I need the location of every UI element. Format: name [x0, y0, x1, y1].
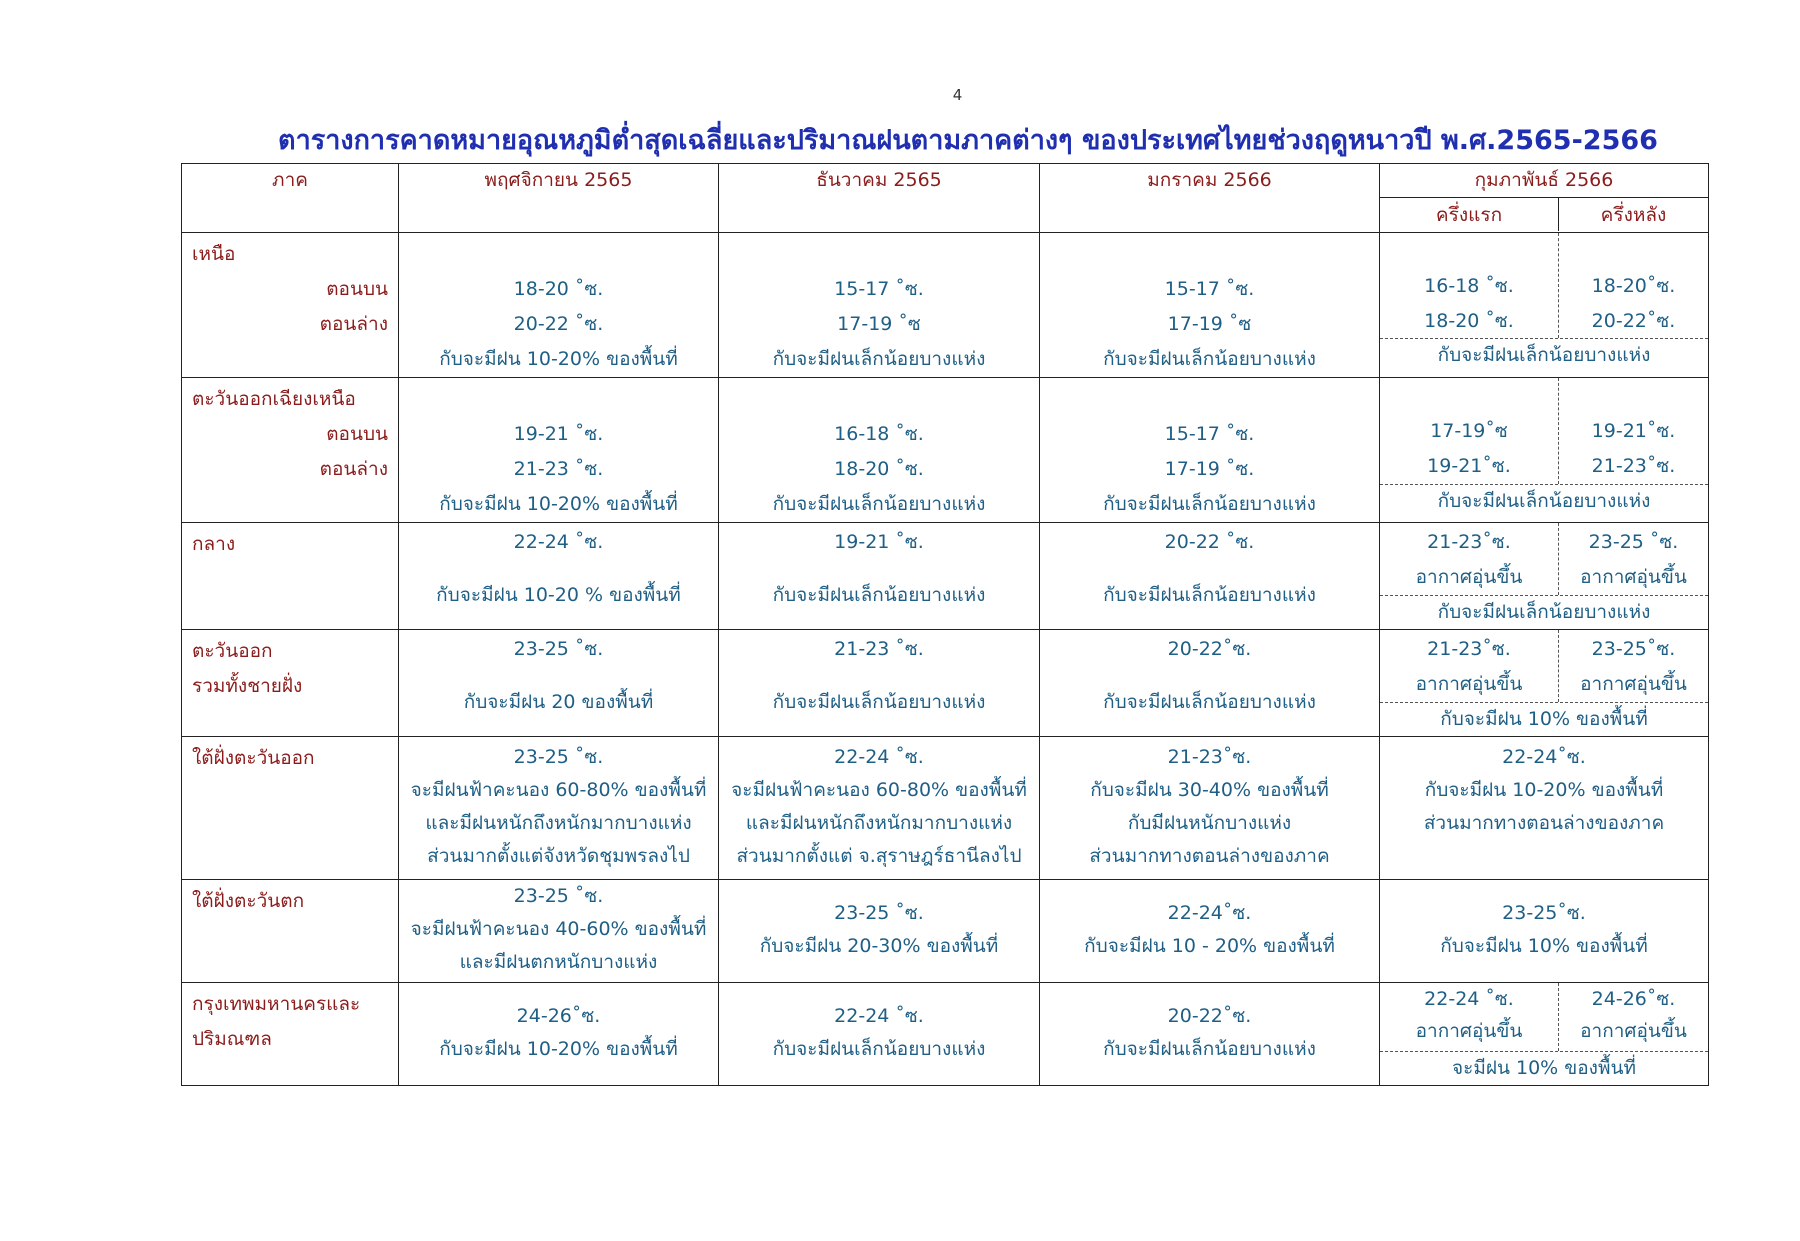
rain-text: กับจะมีฝน 10% ของพื้นที่: [1380, 702, 1708, 736]
temp-text: 23-25 ˚ซ.: [513, 746, 604, 768]
rain-text: ส่วนมากทางตอนล่างของภาค: [1423, 812, 1665, 834]
temp-upper: 15-17 ˚ซ.: [1164, 278, 1255, 300]
cell-jan: [1040, 737, 1380, 880]
temp-text: 22-24 ˚ซ.: [1424, 988, 1514, 1010]
region-sub-upper: ตอนบน: [326, 278, 388, 300]
cell-jan: [1040, 983, 1380, 1086]
cell-dec: [719, 378, 1040, 523]
page-title: ตารางการคาดหมายอุณหภูมิต่ำสุดเฉลี่ยและปริมาณฝนตามภาคต่างๆ ของประเทศไทยช่วงฤดูหนาวปี พ.ศ.2565-2566: [278, 125, 1658, 156]
rain-text: กับจะมีฝนเล็กน้อยบางแห่ง: [772, 493, 986, 515]
region-sub-lower: ตอนล่าง: [319, 458, 388, 480]
temp-text: 22-24 ˚ซ.: [513, 531, 604, 553]
temp-text: 19-21 ˚ซ.: [834, 531, 924, 553]
rain-text: กับจะมีฝน 10% ของพื้นที่: [1440, 935, 1648, 957]
temp-lower: 20-22˚ซ.: [1591, 310, 1676, 332]
rain-text: กับจะมีฝน 10-20% ของพื้นที่: [439, 1038, 678, 1060]
rain-text: และมีฝนหนักถึงหนักมากบางแห่ง: [745, 812, 1013, 834]
header-dec: [719, 164, 1040, 233]
header-feb-label: กุมภาพันธ์ 2566: [1380, 164, 1708, 198]
note-text: อากาศอุ่นขึ้น: [1580, 1020, 1687, 1042]
rain-text: กับจะมีฝน 30-40% ของพื้นที่: [1090, 779, 1329, 801]
table-header-row: [182, 164, 1709, 233]
cell-dec: [719, 880, 1040, 983]
table-row-south-east: [182, 737, 1709, 880]
region-name: ใต้ฝั่งตะวันตก: [192, 890, 305, 912]
region-name: ตะวันออกเฉียงเหนือ: [192, 388, 356, 410]
rain-text: และมีฝนหนักถึงหนักมากบางแห่ง: [425, 812, 692, 834]
region-name: ใต้ฝั่งตะวันออก: [192, 747, 315, 769]
region-sub-upper: ตอนบน: [326, 423, 388, 445]
cell-feb: [1380, 737, 1709, 880]
temp-lower: 21-23 ˚ซ.: [513, 458, 604, 480]
note-text: อากาศอุ่นขึ้น: [1415, 673, 1523, 695]
rain-text: กับจะมีฝนเล็กน้อยบางแห่ง: [1380, 595, 1708, 629]
temp-lower: 18-20 ˚ซ.: [834, 458, 924, 480]
temp-upper: 18-20˚ซ.: [1591, 275, 1676, 297]
temp-text: 22-24˚ซ.: [1502, 746, 1586, 768]
table-row-central: [182, 523, 1709, 630]
rain-text: กับจะมีฝน 10-20% ของพื้นที่: [439, 348, 678, 370]
page-number: 4: [952, 86, 963, 104]
header-feb-second: ครึ่งหลัง: [1600, 204, 1667, 226]
rain-text: กับจะมีฝน 10-20 % ของพื้นที่: [436, 584, 681, 606]
temp-text: 22-24˚ซ.: [1167, 902, 1252, 924]
cell-nov: [399, 523, 719, 630]
region-cell: [182, 233, 399, 378]
table-row-northeast: [182, 378, 1709, 523]
rain-text: และมีฝนตกหนักบางแห่ง: [459, 951, 658, 973]
cell-feb: [1380, 523, 1709, 630]
temp-text: 23-25 ˚ซ.: [513, 885, 604, 907]
temp-lower: 20-22 ˚ซ.: [513, 313, 604, 335]
rain-text: กับจะมีฝนเล็กน้อยบางแห่ง: [1103, 691, 1316, 713]
temp-upper: 16-18 ˚ซ.: [1424, 275, 1514, 297]
region-name: เหนือ: [192, 243, 236, 265]
cell-nov: [399, 737, 719, 880]
temp-text: 23-25 ˚ซ.: [834, 902, 924, 924]
header-nov-label: พฤศจิกายน 2565: [484, 169, 633, 191]
cell-dec: [719, 523, 1040, 630]
rain-text: กับจะมีฝน 10 - 20% ของพื้นที่: [1084, 935, 1335, 957]
temp-text: 21-23 ˚ซ.: [834, 638, 924, 660]
rain-text: กับจะมีฝนเล็กน้อยบางแห่ง: [1103, 493, 1316, 515]
temp-upper: 16-18 ˚ซ.: [834, 423, 924, 445]
cell-nov: [399, 630, 719, 737]
rain-text: กับจะมีฝนเล็กน้อยบางแห่ง: [1380, 338, 1708, 372]
rain-text: กับจะมีฝน 20 ของพื้นที่: [463, 691, 654, 713]
region-name: กรุงเทพมหานครและ: [192, 993, 361, 1015]
temp-text: 20-22 ˚ซ.: [1164, 531, 1255, 553]
rain-text: กับจะมีฝนเล็กน้อยบางแห่ง: [772, 691, 986, 713]
table-row-east: [182, 630, 1709, 737]
region-cell: [182, 378, 399, 523]
rain-text: กับจะมีฝนเล็กน้อยบางแห่ง: [1103, 348, 1316, 370]
temp-text: 21-23˚ซ.: [1427, 638, 1511, 660]
cell-feb: [1380, 983, 1709, 1086]
temp-text: 20-22˚ซ.: [1167, 638, 1252, 660]
cell-nov: [399, 378, 719, 523]
rain-text: จะมีฝนฟ้าคะนอง 60-80% ของพื้นที่: [731, 779, 1027, 801]
cell-nov: [399, 880, 719, 983]
rain-text: กับจะมีฝน 10-20% ของพื้นที่: [439, 493, 678, 515]
rain-text: ส่วนมากตั้งแต่ จ.สุราษฎร์ธานีลงไป: [736, 845, 1022, 867]
region-sub-lower: ตอนล่าง: [319, 313, 388, 335]
temp-upper: 15-17 ˚ซ.: [1164, 423, 1255, 445]
note-text: อากาศอุ่นขึ้น: [1415, 1020, 1523, 1042]
cell-dec: [719, 737, 1040, 880]
cell-feb: [1380, 880, 1709, 983]
temp-text: 23-25˚ซ.: [1591, 638, 1676, 660]
region-cell: [182, 630, 399, 737]
temp-text: 21-23˚ซ.: [1427, 531, 1511, 553]
cell-jan: [1040, 523, 1380, 630]
cell-feb: [1380, 378, 1709, 523]
temp-upper: 19-21 ˚ซ.: [513, 423, 604, 445]
temp-text: 21-23˚ซ.: [1167, 746, 1252, 768]
region-name: ตะวันออก: [192, 640, 273, 662]
rain-text: ส่วนมากตั้งแต่จังหวัดชุมพรลงไป: [427, 845, 690, 867]
rain-text: กับจะมีฝน 10-20% ของพื้นที่: [1424, 779, 1664, 801]
region-name-line2: รวมทั้งชายฝั่ง: [192, 675, 303, 697]
forecast-table: [181, 163, 1709, 1086]
cell-feb: [1380, 630, 1709, 737]
header-feb: [1380, 164, 1709, 233]
region-cell: [182, 523, 399, 630]
temp-text: 22-24 ˚ซ.: [834, 746, 924, 768]
temp-text: 20-22˚ซ.: [1167, 1005, 1252, 1027]
note-text: อากาศอุ่นขึ้น: [1580, 673, 1687, 695]
region-name: กลาง: [192, 533, 236, 555]
region-name-line2: ปริมณฑล: [192, 1028, 272, 1050]
temp-lower: 21-23˚ซ.: [1591, 455, 1676, 477]
header-jan-label: มกราคม 2566: [1147, 169, 1272, 191]
header-region: [182, 164, 399, 233]
rain-text: จะมีฝน 10% ของพื้นที่: [1380, 1051, 1708, 1085]
cell-dec: [719, 983, 1040, 1086]
temp-lower: 17-19 ˚ซ: [837, 313, 921, 335]
cell-feb: [1380, 233, 1709, 378]
rain-text: กับจะมีฝนเล็กน้อยบางแห่ง: [1103, 1038, 1316, 1060]
temp-upper: 15-17 ˚ซ.: [834, 278, 924, 300]
header-jan: [1040, 164, 1380, 233]
note-text: อากาศอุ่นขึ้น: [1415, 566, 1523, 588]
temp-text: 24-26˚ซ.: [516, 1005, 601, 1027]
rain-text: จะมีฝนฟ้าคะนอง 40-60% ของพื้นที่: [410, 918, 707, 940]
rain-text: กับจะมีฝนเล็กน้อยบางแห่ง: [772, 348, 986, 370]
table-row-bangkok: [182, 983, 1709, 1086]
cell-jan: [1040, 378, 1380, 523]
region-cell: [182, 880, 399, 983]
region-cell: [182, 737, 399, 880]
temp-upper: 19-21˚ซ.: [1591, 420, 1676, 442]
temp-lower: 18-20 ˚ซ.: [1424, 310, 1514, 332]
temp-text: 24-26˚ซ.: [1591, 988, 1676, 1010]
cell-jan: [1040, 880, 1380, 983]
rain-text: กับมีฝนหนักบางแห่ง: [1127, 812, 1292, 834]
rain-text: กับจะมีฝนเล็กน้อยบางแห่ง: [772, 584, 986, 606]
header-nov: [399, 164, 719, 233]
temp-lower: 17-19 ˚ซ.: [1164, 458, 1255, 480]
temp-lower: 19-21˚ซ.: [1427, 455, 1511, 477]
table-row-north: [182, 233, 1709, 378]
temp-upper: 18-20 ˚ซ.: [513, 278, 604, 300]
header-region-label: ภาค: [272, 169, 308, 191]
rain-text: กับจะมีฝน 20-30% ของพื้นที่: [759, 935, 999, 957]
cell-nov: [399, 983, 719, 1086]
cell-nov: [399, 233, 719, 378]
cell-jan: [1040, 233, 1380, 378]
temp-upper: 17-19˚ซ: [1430, 420, 1508, 442]
temp-lower: 17-19 ˚ซ: [1167, 313, 1252, 335]
header-dec-label: ธันวาคม 2565: [816, 169, 942, 191]
region-cell: [182, 983, 399, 1086]
rain-text: กับจะมีฝนเล็กน้อยบางแห่ง: [1103, 584, 1316, 606]
cell-jan: [1040, 630, 1380, 737]
note-text: อากาศอุ่นขึ้น: [1580, 566, 1687, 588]
header-feb-first: ครึ่งแรก: [1380, 198, 1559, 231]
temp-text: 23-25˚ซ.: [1502, 902, 1586, 924]
temp-text: 23-25 ˚ซ.: [513, 638, 604, 660]
temp-text: 23-25 ˚ซ.: [1588, 531, 1679, 553]
cell-dec: [719, 233, 1040, 378]
rain-text: กับจะมีฝนเล็กน้อยบางแห่ง: [772, 1038, 986, 1060]
table-row-south-west: [182, 880, 1709, 983]
rain-text: กับจะมีฝนเล็กน้อยบางแห่ง: [1380, 484, 1708, 518]
temp-text: 22-24 ˚ซ.: [834, 1005, 924, 1027]
rain-text: ส่วนมากทางตอนล่างของภาค: [1089, 845, 1330, 867]
cell-dec: [719, 630, 1040, 737]
rain-text: จะมีฝนฟ้าคะนอง 60-80% ของพื้นที่: [410, 779, 707, 801]
